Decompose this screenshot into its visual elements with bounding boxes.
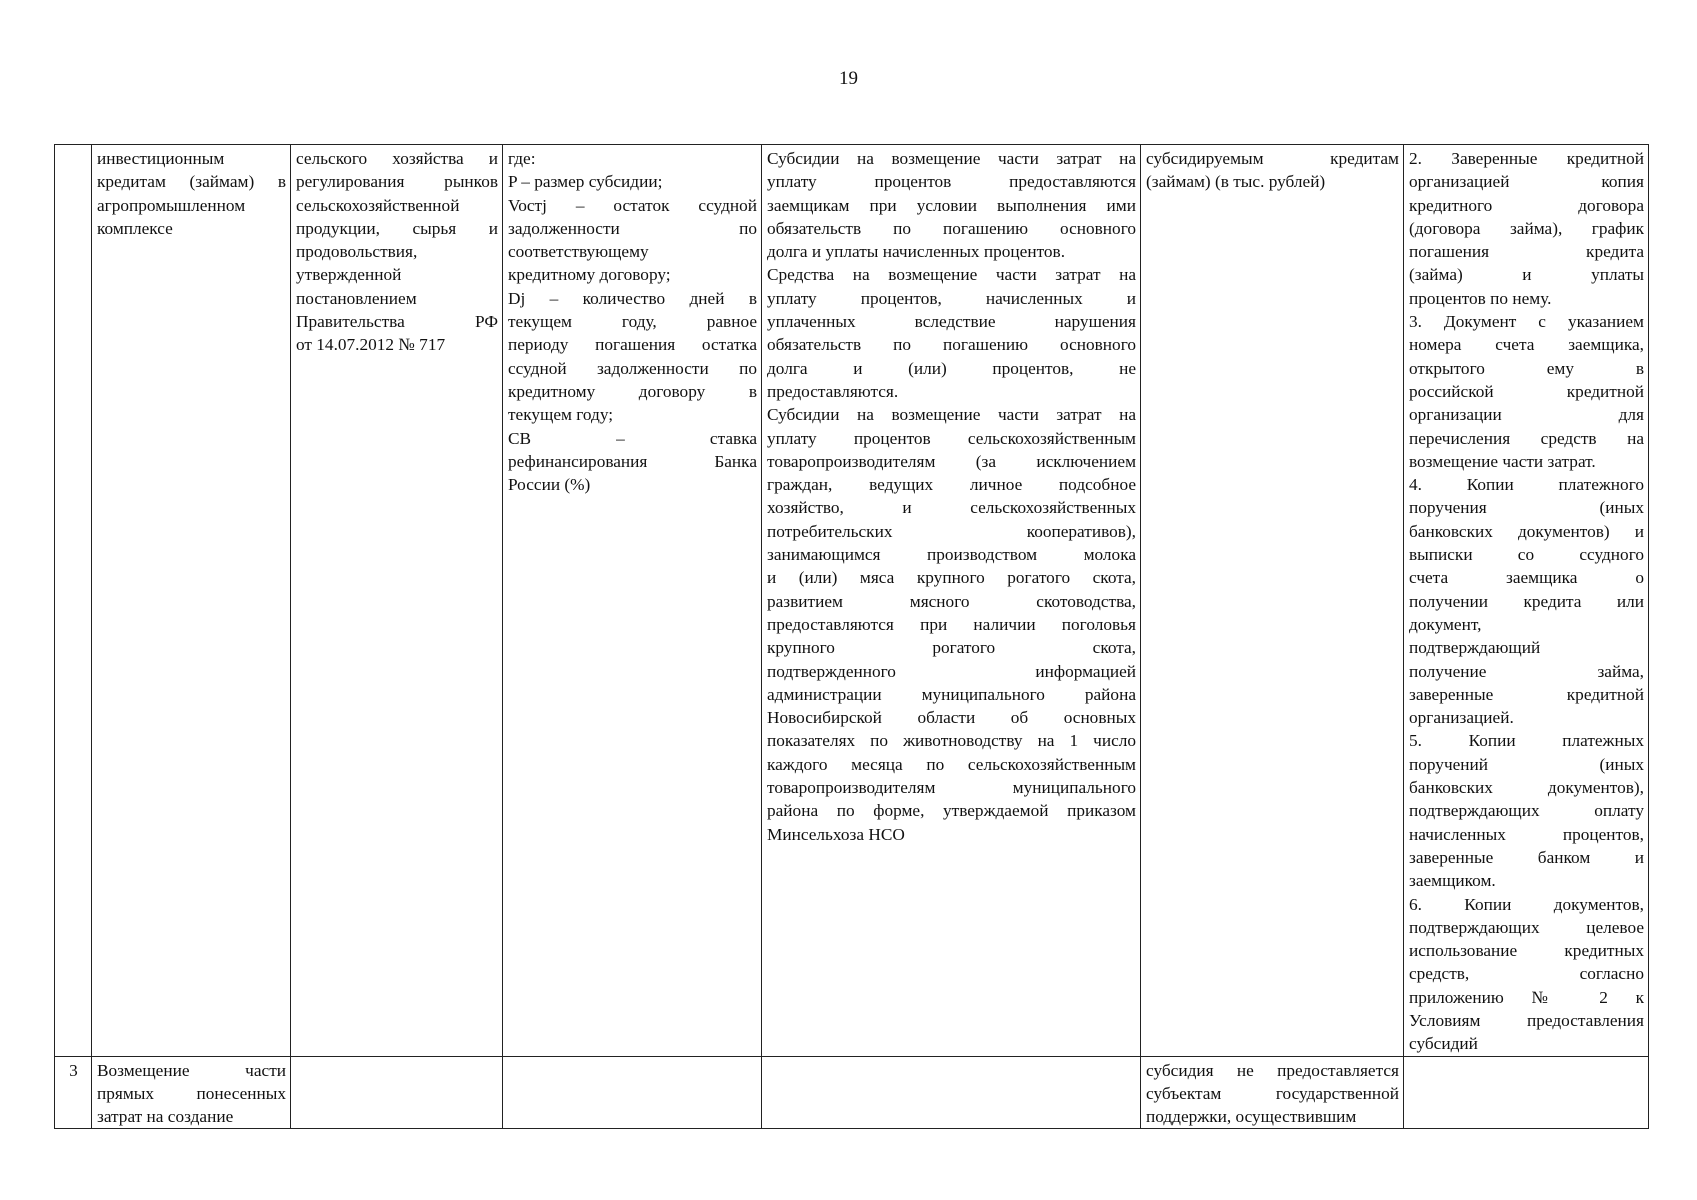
- cell-text-line: и (или) мяса крупного рогатого скота,: [767, 568, 1136, 588]
- cell-text-line: Правительства РФ: [296, 312, 498, 332]
- cell-text-line: Возмещение части: [97, 1060, 286, 1080]
- cell-text-line: получении кредита или: [1409, 591, 1644, 611]
- cell-text-line: 5. Копии платежных: [1409, 731, 1644, 751]
- cell-text-line: процентов по нему.: [1409, 288, 1552, 308]
- cell-text-line: администрации муниципального района: [767, 684, 1136, 704]
- cell-text-line: регулирования рынков: [296, 172, 498, 192]
- conditions-cell: [762, 145, 1141, 1057]
- cell-text-line: перечисления средств на: [1409, 428, 1644, 448]
- regulation-cell: [291, 145, 503, 1057]
- regulation-cell: [291, 1056, 503, 1129]
- subsidy-table: [54, 144, 1649, 1129]
- cell-text-line: средств, согласно: [1409, 964, 1644, 984]
- cell-text-line: ссудной задолженности по: [508, 358, 757, 378]
- cell-text-line: выписки со ссудного: [1409, 545, 1644, 565]
- cell-text-line: текущем году, равное: [508, 312, 757, 332]
- cell-text-line: приложению № 2 к: [1409, 987, 1644, 1007]
- cell-text-line: хозяйство, и сельскохозяйственных: [767, 498, 1136, 518]
- cell-text-line: субсидий: [1409, 1034, 1478, 1054]
- cell-text-line: прямых понесенных: [97, 1083, 286, 1103]
- cell-text-line: товаропроизводителям (за исключением: [767, 451, 1136, 471]
- cell-text-line: банковских документов),: [1409, 778, 1644, 798]
- cell-text-line: документ,: [1409, 614, 1482, 634]
- cell-text-line: подтверждающих целевое: [1409, 917, 1644, 937]
- cell-text-line: инвестиционным: [97, 149, 225, 168]
- cell-text-line: обязательств по погашению основного: [767, 335, 1136, 355]
- cell-text-line: кредитного договора: [1409, 195, 1644, 215]
- page-number: 19: [839, 68, 858, 89]
- cell-text-line: субсидия не предоставляется: [1146, 1060, 1399, 1080]
- cell-text-line: поручений (иных: [1409, 754, 1644, 774]
- row-number-cell: [55, 145, 92, 1057]
- cell-text-line: развитием мясного скотоводства,: [767, 591, 1136, 611]
- formula-legend-cell: [503, 145, 762, 1057]
- subsidy-name-cell: [92, 1056, 291, 1129]
- cell-text-line: товаропроизводителям муниципального: [767, 778, 1136, 798]
- cell-text-line: (договора займа), график: [1409, 218, 1644, 238]
- cell-text-line: кредитному договору в: [508, 381, 757, 401]
- cell-text-line: где:: [508, 149, 536, 168]
- cell-text-line: потребительских кооперативов),: [767, 521, 1136, 541]
- cell-text-line: предоставляются.: [767, 381, 899, 401]
- cell-text-line: предоставляются при наличии поголовья: [767, 614, 1136, 634]
- cell-text-line: подтверждающих оплату: [1409, 801, 1644, 821]
- cell-text-line: организацией копия: [1409, 172, 1644, 192]
- cell-text-line: Субсидии на возмещение части затрат на: [767, 149, 1136, 168]
- indicator-cell: [1141, 145, 1404, 1057]
- cell-text-line: подтвержденного информацией: [767, 661, 1136, 681]
- subsidy-name-cell: [92, 145, 291, 1057]
- cell-text-line: банковских документов) и: [1409, 521, 1644, 541]
- cell-text-line: подтверждающий: [1409, 638, 1541, 658]
- cell-text-line: Новосибирской области об основных: [767, 708, 1136, 728]
- restriction-cell: [1141, 1056, 1404, 1129]
- cell-text-line: заверенные кредитной: [1409, 684, 1644, 704]
- cell-text-line: поручения (иных: [1409, 498, 1644, 518]
- cell-text-line: занимающимся производством молока: [767, 545, 1136, 565]
- cell-text-line: долга и (или) процентов, не: [767, 358, 1136, 378]
- cell-text-line: Средства на возмещение части затрат на: [767, 265, 1136, 285]
- documents-cell: [1404, 1056, 1649, 1129]
- cell-text-line: долга и уплаты начисленных процентов.: [767, 242, 1066, 262]
- cell-text-line: кредитам (займам) в: [97, 172, 286, 192]
- cell-text-line: счета заемщика о: [1409, 568, 1644, 588]
- cell-text-line: сельского хозяйства и: [296, 149, 498, 168]
- cell-text-line: (займа) и уплаты: [1409, 265, 1644, 285]
- cell-text-line: от 14.07.2012 № 717: [296, 335, 446, 355]
- cell-text-line: организации для: [1409, 405, 1644, 425]
- cell-text-line: погашения кредита: [1409, 242, 1644, 262]
- cell-text-line: уплату процентов, начисленных и: [767, 288, 1136, 308]
- cell-text-line: 3. Документ с указанием: [1409, 312, 1644, 332]
- cell-text-line: Субсидии на возмещение части затрат на: [767, 405, 1136, 425]
- cell-text-line: субсидируемым кредитам: [1146, 149, 1399, 168]
- cell-text-line: 6. Копии документов,: [1409, 894, 1644, 914]
- cell-text-line: постановлением: [296, 288, 417, 308]
- cell-text-line: открытого ему в: [1409, 358, 1644, 378]
- cell-text-line: крупного рогатого скота,: [767, 638, 1136, 658]
- cell-text-line: заемщикам при условии выполнения ими: [767, 195, 1136, 215]
- cell-text-line: Vocтj – остаток ссудной: [508, 195, 757, 215]
- cell-text-line: соответствующему: [508, 242, 649, 262]
- cell-text-line: утвержденной: [296, 265, 402, 285]
- cell-text-line: каждого месяца по сельскохозяйственным: [767, 754, 1136, 774]
- cell-text-line: рефинансирования Банка: [508, 451, 757, 471]
- cell-text-line: уплаченных вследствие нарушения: [767, 312, 1136, 332]
- cell-text-line: CB – ставка: [508, 428, 757, 448]
- cell-text-line: начисленных процентов,: [1409, 824, 1644, 844]
- cell-text-line: кредитному договору;: [508, 265, 671, 285]
- cell-text-line: района по форме, утверждаемой приказом: [767, 801, 1136, 821]
- cell-text-line: уплату процентов предоставляются: [767, 172, 1136, 192]
- cell-text-line: России (%): [508, 475, 591, 495]
- cell-text-line: заемщиком.: [1409, 871, 1496, 891]
- cell-text-line: граждан, ведущих личное подсобное: [767, 475, 1136, 495]
- cell-text-line: затрат на создание: [97, 1107, 234, 1127]
- cell-text-line: продукции, сырья и: [296, 218, 498, 238]
- documents-cell: [1404, 145, 1649, 1057]
- conditions-cell: [762, 1056, 1141, 1129]
- cell-text-line: использование кредитных: [1409, 941, 1644, 961]
- row-number-cell: [55, 1056, 92, 1129]
- cell-text-line: показателях по животноводству на 1 число: [767, 731, 1136, 751]
- cell-text-line: (займам) (в тыс. рублей): [1146, 172, 1326, 192]
- cell-text-line: P – размер субсидии;: [508, 172, 663, 192]
- cell-text-line: уплату процентов сельскохозяйственным: [767, 428, 1136, 448]
- cell-text-line: получение займа,: [1409, 661, 1644, 681]
- cell-text-line: продовольствия,: [296, 242, 418, 262]
- cell-text-line: текущем году;: [508, 405, 614, 425]
- cell-text-line: сельскохозяйственной: [296, 195, 460, 215]
- cell-text-line: агропромышленном: [97, 195, 246, 215]
- table-row: [55, 1056, 1649, 1129]
- cell-text-line: обязательств по погашению основного: [767, 218, 1136, 238]
- cell-text-line: комплексе: [97, 218, 173, 238]
- cell-text-line: Dj – количество дней в: [508, 288, 757, 308]
- cell-text-line: Условиям предоставления: [1409, 1010, 1644, 1030]
- cell-text-line: субъектам государственной: [1146, 1083, 1399, 1103]
- cell-text-line: организацией.: [1409, 708, 1514, 728]
- cell-text-line: поддержки, осуществившим: [1146, 1107, 1357, 1127]
- cell-text-line: Минсельхоза НСО: [767, 824, 905, 844]
- cell-text-line: российской кредитной: [1409, 381, 1644, 401]
- formula-legend-cell: [503, 1056, 762, 1129]
- cell-text-line: 4. Копии платежного: [1409, 475, 1644, 495]
- cell-text-line: возмещение части затрат.: [1409, 451, 1596, 471]
- cell-text-line: 2. Заверенные кредитной: [1409, 149, 1644, 168]
- cell-text: 3: [69, 1060, 78, 1080]
- cell-text-line: заверенные банком и: [1409, 847, 1644, 867]
- cell-text-line: задолженности по: [508, 218, 757, 238]
- cell-text-line: номера счета заемщика,: [1409, 335, 1644, 355]
- cell-text-line: периоду погашения остатка: [508, 335, 757, 355]
- table-row: [55, 145, 1649, 1057]
